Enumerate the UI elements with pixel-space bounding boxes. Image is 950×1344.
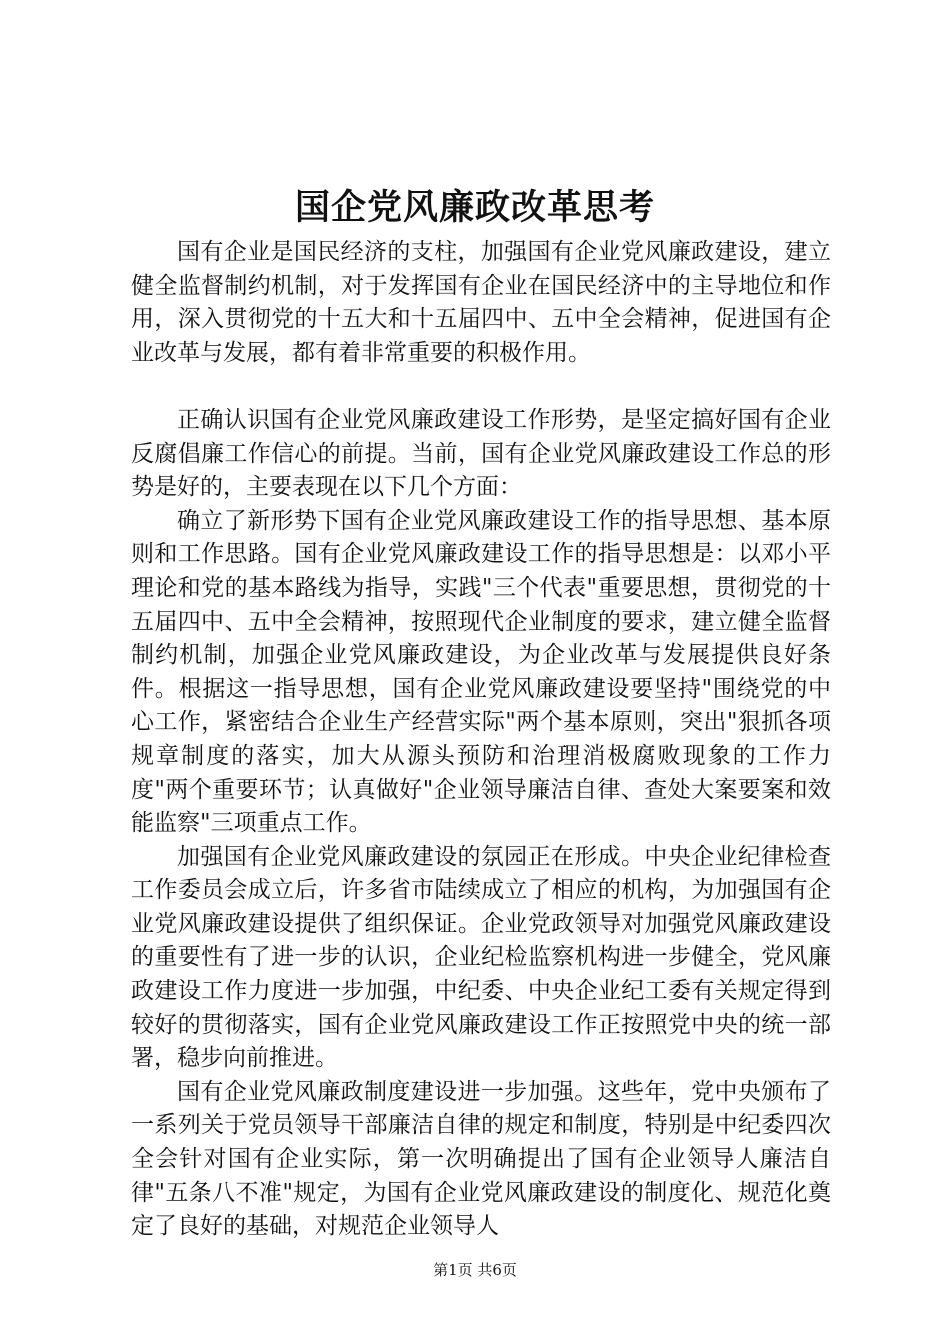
document-body	[131, 236, 831, 1244]
paragraph-4: 加强国有企业党风廉政建设的氛园正在形成。中央企业纪律检查工作委员会成立后，许多省市陆续成立了相应的机构，为加强国有企业党风廉政建设提供了组织保证。企业党政领导对加强党风廉政建设的重要性有了进一步的认识，企业纪检监察机构进一步健全，党风廉政建设工作力度进一步加强，中纪委、中央企业纪工委有关规定得到较好的贯彻落实，国有企业党风廉政建设工作正按照党中央的统一部署，稳步向前推进。	[131, 843, 831, 1072]
paragraph-2: 正确认识国有企业党风廉政建设工作形势，是坚定搞好国有企业反腐倡廉工作信心的前提。当前，国有企业党风廉政建设工作总的形势是好的，主要表现在以下几个方面：	[131, 406, 831, 501]
page-footer: 第1页 共6页	[433, 1261, 517, 1279]
paragraph-3: 确立了新形势下国有企业党风廉政建设工作的指导思想、基本原则和工作思路。国有企业党风廉政建设工作的指导思想是：以邓小平理论和党的基本路线为指导，实践"三个代表"重要思想，贯彻党的十五届四中、五中全会精神，按照现代企业制度的要求，建立健全监督制约机制，加强企业党风廉政建设，为企业改革与发展提供良好条件。根据这一指导思想，国有企业党风廉政建设要坚持"围绕党的中心工作，紧密结合企业生产经营实际"两个基本原则，突出"狠抓各项规章制度的落实，加大从源头预防和治理消极腐败现象的工作力度"两个重要环节；认真做好"企业领导廉洁自律、查处大案要案和效能监察"三项重点工作。	[131, 507, 831, 837]
paragraph-1: 国有企业是国民经济的支柱，加强国有企业党风廉政建设，建立健全监督制约机制，对于发挥国有企业在国民经济中的主导地位和作用，深入贯彻党的十五大和十五届四中、五中全会精神，促进国有企业改革与发展，都有着非常重要的积极作用。	[131, 239, 831, 366]
document-title: 国企党风廉政改革思考	[294, 187, 655, 228]
paragraph-5: 国有企业党风廉政制度建设进一步加强。这些年，党中央颁布了一系列关于党员领导干部廉洁自律的规定和制度，特别是中纪委四次全会针对国有企业实际，第一次明确提出了国有企业领导人廉洁自律"五条八不准"规定，为国有企业党风廉政建设的制度化、规范化奠定了良好的基础，对规范企业领导人	[131, 1078, 831, 1240]
